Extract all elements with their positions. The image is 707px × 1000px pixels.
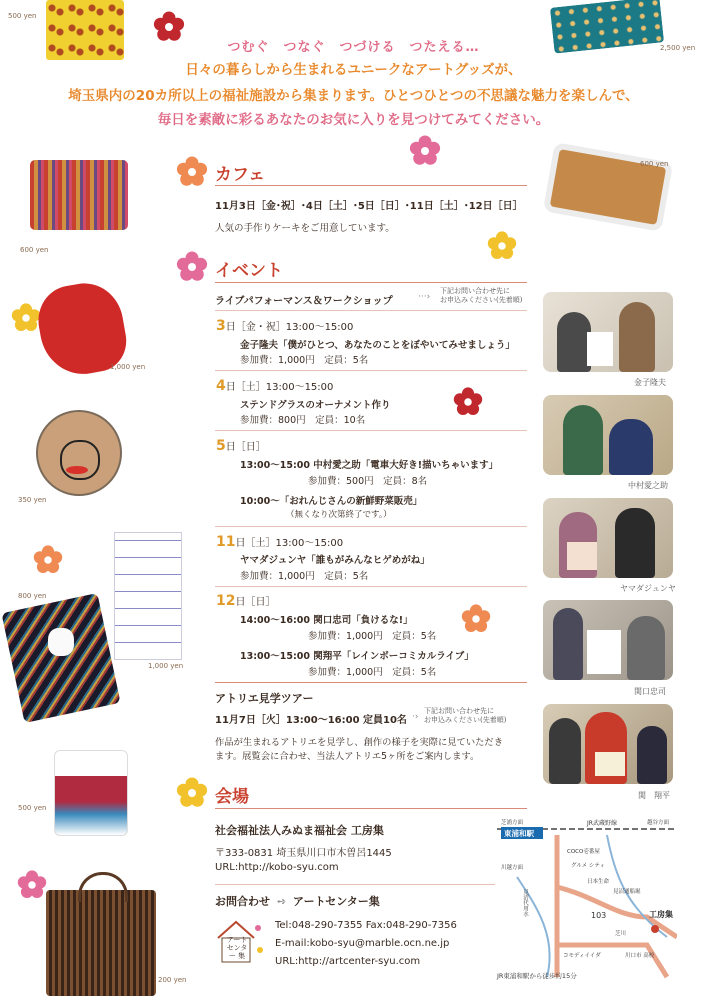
tour-note-2: お申込みください(先着順) <box>424 716 507 724</box>
flower-icon <box>32 544 64 576</box>
cushion-price: 1,000 yen <box>110 363 146 371</box>
map-line: JR武蔵野線 <box>587 820 617 827</box>
artist-photo <box>543 600 673 680</box>
map-label: 日本生命 <box>587 879 610 885</box>
wave-art-image <box>54 750 128 836</box>
contact-url[interactable]: URL:http://artcenter-syu.com <box>275 956 421 967</box>
arrow-icon: ···› <box>418 292 431 302</box>
venue-url[interactable]: URL:http://kobo-syu.com <box>215 862 339 873</box>
arrow-icon: ·› <box>412 712 419 722</box>
event-day-4: 4日［土］13:00〜15:00 <box>216 378 334 394</box>
logo-text: アート センター 集 <box>226 936 248 960</box>
intro-line-3: 埼玉県内の20カ所以上の福祉施設から集まります。ひとつひとつの不思議な魅力を楽しんで、 <box>68 88 639 104</box>
contact-title: お問合わせ ➺ アートセンター集 <box>215 895 380 908</box>
artist-photo <box>543 395 673 475</box>
arrow-icon: ➺ <box>276 895 287 908</box>
venue-divider <box>215 884 495 885</box>
map-label: 見沼代用水 <box>522 889 528 917</box>
person-shape <box>615 508 655 578</box>
tour-time: 11月7日［火］13:00〜16:00 定員10名 <box>215 715 407 726</box>
cafe-title: カフェ <box>215 165 266 185</box>
map-label: COCO壱番屋 <box>567 849 600 855</box>
map-kobo: 工房集 <box>649 910 673 919</box>
intro-line-2: 日々の暮らしから生まれるユニークなアートグッズが、 <box>185 62 522 78</box>
photo-caption: 関 翔平 <box>638 791 670 800</box>
event-rule <box>215 282 527 283</box>
event-note-1: 下記お問い合わせ先に <box>440 287 510 295</box>
flower-icon <box>175 250 209 284</box>
event-day-5-line1: 13:00〜15:00 中村愛之助「電車大好き!描いちゃいます」 <box>240 460 499 471</box>
contact-email[interactable]: E-mail:kobo-syu@marble.ocn.ne.jp <box>275 938 450 949</box>
map-footer: JR東浦和駅から徒歩約15分 <box>497 972 577 980</box>
person-shape <box>609 419 653 475</box>
cafe-dates: 11月3日［金･祝］･4日［土］･5日［日］･11日［土］･12日［日］ <box>215 201 523 212</box>
event-day-12-fee1: 参加費：1,000円 定員：5名 <box>308 631 437 642</box>
map-label: 川越方面 <box>501 865 524 871</box>
towel-image <box>114 532 182 660</box>
event-divider <box>215 526 527 527</box>
flower-icon <box>175 776 209 810</box>
artist-photo <box>543 704 673 784</box>
cafe-desc: 人気の手作りケーキをご用意しています。 <box>215 223 395 234</box>
paper-bag-price: 200 yen <box>158 976 187 984</box>
event-day-5-fee: 参加費：500円 定員：8名 <box>308 476 428 487</box>
flower-icon <box>408 134 442 168</box>
cafe-rule <box>215 185 527 186</box>
photo-caption: 金子隆夫 <box>634 378 666 387</box>
tagline: つむぐ つなぐ つづける つたえる… <box>227 40 480 55</box>
event-day-3-fee: 参加費：1,000円 定員：5名 <box>240 355 369 366</box>
intro-line-4: 毎日を素敵に彩るあなたのお気に入りを見つけてみてください。 <box>157 112 550 128</box>
flower-icon <box>452 386 484 418</box>
person-shape <box>619 302 655 372</box>
contact-tel: Tel:048-290-7355 Fax:048-290-7356 <box>275 920 457 931</box>
event-title: イベント <box>215 261 283 281</box>
event-divider <box>215 370 527 371</box>
badge-mouth <box>66 466 88 474</box>
event-day-5-note: （無くなり次第終了です。） <box>286 510 392 520</box>
person-shape <box>549 718 581 784</box>
flower-icon <box>486 230 518 262</box>
artist-photo <box>543 292 673 372</box>
flower-icon <box>10 302 42 334</box>
map-label: 芝浦方面 <box>501 820 524 826</box>
event-divider <box>215 682 527 683</box>
map-route: 103 <box>591 911 607 920</box>
event-day-3: 3日［金・祝］13:00〜15:00 <box>216 318 354 334</box>
towel-price: 1,000 yen <box>148 662 184 670</box>
person-shape <box>553 608 583 680</box>
badge-face <box>60 440 100 480</box>
tour-desc-1: 作品が生まれるアトリエを見学し、創作の様子を実際に見ていただき <box>215 737 504 748</box>
event-day-12-line2: 13:00〜15:00 関翔平「レインボーコミカルライブ」 <box>240 651 474 662</box>
badge-price: 350 yen <box>18 496 47 504</box>
venue-rule <box>215 808 527 809</box>
event-day-12-line1: 14:00〜16:00 関口忠司「負けるな!」 <box>240 615 413 626</box>
event-day-11-fee: 参加費：1,000円 定員：5名 <box>240 571 369 582</box>
paper-bag-image <box>46 890 156 996</box>
event-note-2: お申込みください(先着順) <box>440 296 523 304</box>
art-center-logo <box>214 914 266 966</box>
flower-icon <box>16 869 48 901</box>
cake-price: 600 yen <box>640 160 669 168</box>
event-day-11-title: ヤマダジュンヤ「誰もがみんなヒゲめがね」 <box>240 555 430 566</box>
venue-title: 会場 <box>215 787 249 807</box>
photo-caption: ヤマダジュンヤ <box>620 584 676 593</box>
map-label: 芝川 <box>615 931 627 937</box>
artist-photo <box>543 498 673 578</box>
person-shape <box>637 726 667 784</box>
tour-note-1: 下記お問い合わせ先に <box>424 707 494 715</box>
tour-title: アトリエ見学ツアー <box>215 692 314 705</box>
flower-icon <box>460 603 492 635</box>
event-sub-rule <box>215 310 527 311</box>
event-day-4-title: ステンドグラスのオーナメント作り <box>240 400 391 411</box>
map-label: 見沼通船堀 <box>613 889 641 895</box>
tissue-image <box>48 628 74 656</box>
card-shape <box>587 630 621 674</box>
blue-pouch-price: 2,500 yen <box>660 44 696 52</box>
map-label: コモディイイダ <box>563 953 601 959</box>
event-subtitle: ライブパフォーマンス＆ワークショップ <box>215 296 393 307</box>
card-shape <box>595 752 625 776</box>
map-label: グルメ シティ <box>571 863 605 869</box>
venue-org: 社会福祉法人みぬま福祉会 工房集 <box>215 824 384 837</box>
map-label: 越谷方面 <box>647 820 670 826</box>
event-day-4-fee: 参加費：800円 定員：10名 <box>240 415 366 426</box>
event-day-12: 12日［日］ <box>216 593 276 609</box>
notebook-price: 500 yen <box>8 12 37 20</box>
event-day-3-title: 金子隆夫「僕がひとつ、あなたのことをぼやいてみせましょう」 <box>240 340 515 351</box>
event-day-5-line2: 10:00〜「おれんじさんの新鮮野菜販売」 <box>240 496 423 507</box>
paper-bag-handle <box>78 872 128 902</box>
venue-address: 〒333-0831 埼玉県川口市木曽呂1445 <box>215 848 392 859</box>
event-divider <box>215 430 527 431</box>
tissue-case-image <box>1 593 120 723</box>
event-day-5: 5日［日］ <box>216 438 266 454</box>
event-day-12-fee2: 参加費：1,000円 定員：5名 <box>308 667 437 678</box>
cake-image <box>543 142 673 232</box>
map-station: 東浦和駅 <box>504 829 534 838</box>
event-day-11: 11日［土］13:00〜15:00 <box>216 534 344 550</box>
tissue-price: 800 yen <box>18 592 47 600</box>
event-divider <box>215 586 527 587</box>
access-map <box>497 817 677 984</box>
woven-bag-price: 600 yen <box>20 246 49 254</box>
tour-desc-2: ます。展覧会に合わせ、当法人アトリエ5ヶ所をご案内します。 <box>215 751 480 762</box>
person-shape <box>557 312 591 372</box>
photo-caption: 中村愛之助 <box>628 481 668 490</box>
wave-art-price: 500 yen <box>18 804 47 812</box>
flower-icon <box>175 155 209 189</box>
woven-bag-image <box>30 160 128 230</box>
map-label: 川口市 高校 <box>625 953 655 959</box>
person-shape <box>627 616 665 680</box>
card-shape <box>587 332 613 366</box>
photo-caption: 関口忠司 <box>634 687 666 696</box>
card-shape <box>567 542 597 570</box>
person-shape <box>563 405 603 475</box>
